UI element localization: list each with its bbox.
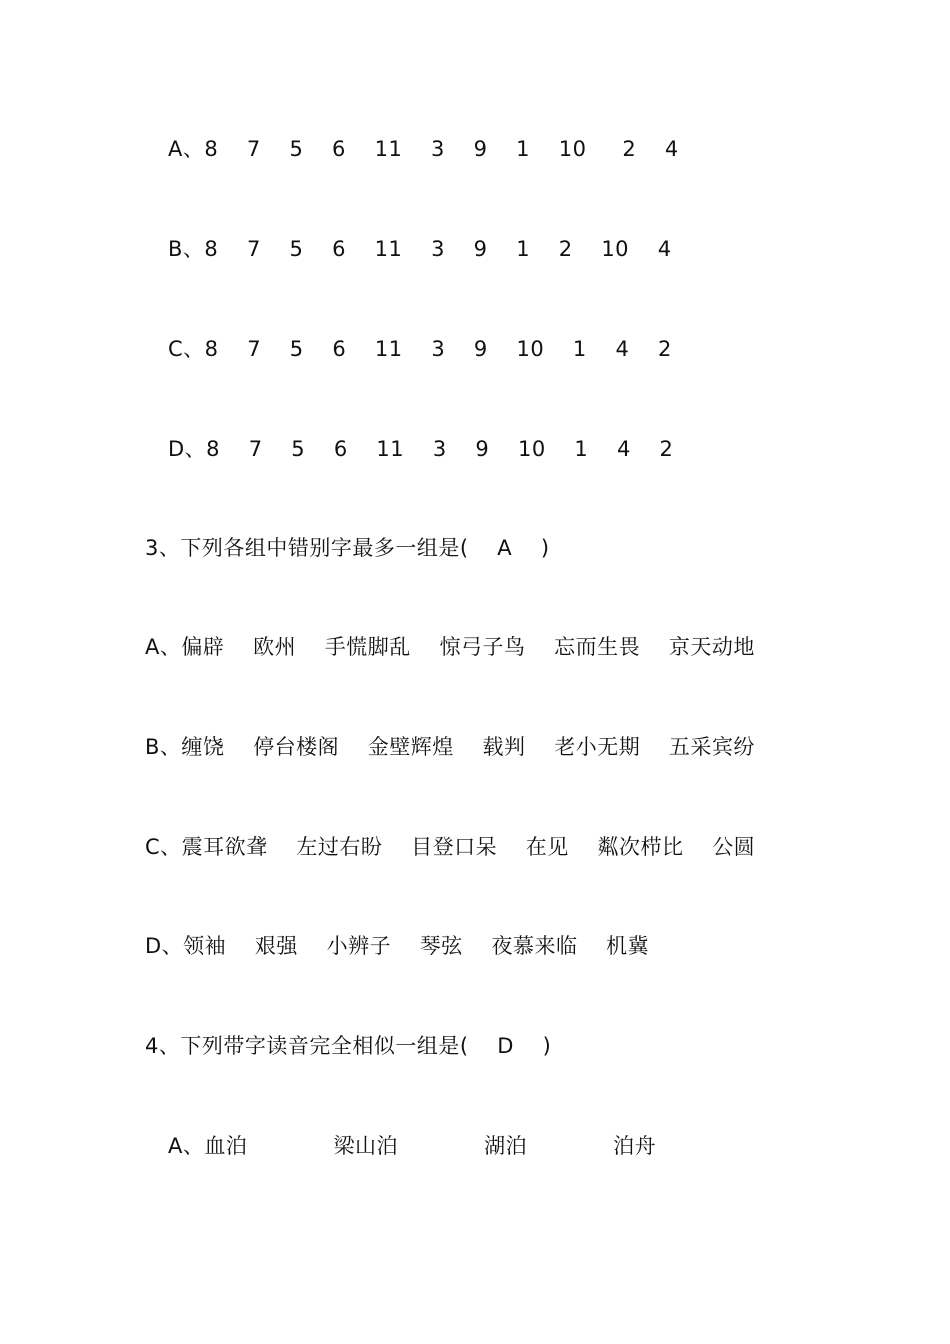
q2-option-d: D、8 7 5 6 11 3 9 10 1 4 2 <box>168 437 674 461</box>
q2-option-a: A、8 7 5 6 11 3 9 1 10 2 4 <box>168 137 679 161</box>
q3-option-c: C、震耳欲聋 左过右盼 目登口呆 在见 粼次栉比 公圆 <box>145 835 756 859</box>
q2-option-c: C、8 7 5 6 11 3 9 10 1 4 2 <box>168 337 672 361</box>
q2-option-b: B、8 7 5 6 11 3 9 1 2 10 4 <box>168 237 672 261</box>
q3-option-d: D、领袖 艰强 小辨子 琴弦 夜慕来临 机冀 <box>145 934 650 958</box>
q3-option-a: A、偏辟 欧州 手慌脚乱 惊弓子鸟 忘而生畏 京天动地 <box>145 635 755 659</box>
q4-option-a: A、血泊 梁山泊 湖泊 泊舟 <box>168 1134 657 1158</box>
q4-question: 4、下列带字读音完全相似一组是( D ) <box>145 1034 552 1058</box>
q3-option-b: B、缠饶 停台楼阁 金壁辉煌 载判 老小无期 五采宾纷 <box>145 735 755 759</box>
q3-question: 3、下列各组中错别字最多一组是( A ) <box>145 536 550 560</box>
